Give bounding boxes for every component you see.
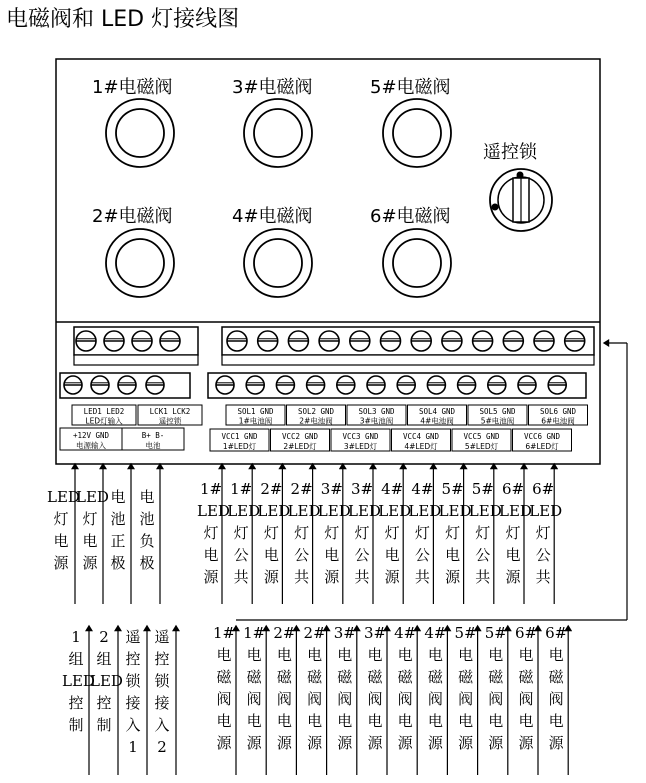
label-char: 电: [110, 488, 126, 506]
svg-text:4#电池阀: 4#电池阀: [420, 416, 454, 426]
label-char: 6#: [532, 480, 555, 498]
label-char: 磁: [518, 668, 534, 686]
vcc-label-1: [210, 429, 269, 451]
wire-label-bottom-3: [119, 626, 147, 758]
wire-label-mid-1: [47, 486, 80, 574]
label-char: 锁: [154, 672, 170, 690]
label-char: 公: [475, 546, 491, 564]
svg-text:电池: 电池: [145, 441, 161, 451]
svg-text:VCC1 GND: VCC1 GND: [221, 431, 258, 441]
label-char: 极: [139, 554, 155, 572]
label-char: 电: [384, 546, 400, 564]
label-char: 入: [154, 716, 170, 734]
screw-bottom-right-5: [337, 376, 355, 394]
label-char: 灯: [233, 524, 249, 542]
svg-text:+12V GND: +12V GND: [72, 430, 110, 440]
label-char: 灯: [82, 510, 98, 528]
screw-top-left-4: [160, 331, 180, 351]
wire-label-mid-14: [468, 478, 502, 588]
wire-label-bottom-4: [148, 626, 176, 758]
label-char: 共: [354, 568, 370, 586]
svg-text:SOL1 GND: SOL1 GND: [237, 407, 274, 416]
label-char: 5#: [471, 480, 494, 498]
label-char: 源: [82, 554, 98, 572]
label-char: 灯: [263, 524, 279, 542]
label-char: 源: [324, 568, 340, 586]
label-char: 电: [139, 488, 155, 506]
wire-label-mid-2: [76, 486, 109, 574]
battery-label: [122, 428, 184, 450]
label-char: 电: [427, 646, 443, 664]
label-char: 阀: [276, 690, 292, 708]
label-char: 共: [414, 568, 430, 586]
label-char: 电: [427, 712, 443, 730]
svg-text:VCC3 GND: VCC3 GND: [342, 431, 379, 441]
svg-text:SOL3 GND: SOL3 GND: [358, 407, 395, 416]
screw-bottom-left-2: [91, 376, 109, 394]
label-char: LED: [76, 488, 109, 506]
label-char: 源: [548, 734, 564, 752]
label-char: LED: [90, 672, 123, 690]
screw-top-right-11: [534, 331, 554, 351]
svg-text:6#电池阀: 6#电池阀: [541, 416, 575, 426]
svg-text:LED1 LED2: LED1 LED2: [83, 407, 125, 416]
screw-bottom-right-3: [276, 376, 294, 394]
svg-text:VCC4 GND: VCC4 GND: [402, 431, 440, 441]
screw-bottom-right-12: [548, 376, 566, 394]
label-char: 公: [535, 546, 551, 564]
wire-label-mid-13: [438, 478, 472, 588]
label-char: 阀: [518, 690, 534, 708]
sol-label-1: [226, 405, 285, 425]
svg-text:2#LED灯: 2#LED灯: [283, 442, 317, 452]
svg-text:5#电池阀: 5#电池阀: [480, 416, 515, 426]
label-char: 电: [246, 646, 262, 664]
label-char: 源: [203, 568, 219, 586]
label-char: 源: [427, 734, 443, 752]
label-char: LED: [62, 672, 95, 690]
label-char: 灯: [535, 524, 551, 542]
svg-text:SOL6 GND: SOL6 GND: [539, 407, 577, 416]
label-char: 共: [535, 568, 551, 586]
label-char: 源: [276, 734, 292, 752]
wire-label-mid-8: [287, 478, 321, 588]
svg-text:SOL2 GND: SOL2 GND: [297, 407, 335, 416]
vcc-label-5: [452, 429, 511, 451]
sol-label-3: [347, 405, 406, 425]
valve-1-label: 1#电磁阀: [92, 77, 173, 98]
screw-top-right-10: [503, 331, 523, 351]
led-input-label: [72, 405, 136, 425]
label-char: 电: [82, 532, 98, 550]
label-char: 接: [154, 694, 170, 712]
label-char: LED: [438, 502, 472, 520]
label-char: 灯: [324, 524, 340, 542]
wire-label-bottom-14: [482, 622, 510, 754]
svg-text:遥控锁: 遥控锁: [158, 416, 182, 426]
wire-label-bottom-16: [542, 622, 570, 754]
label-char: 灯: [384, 524, 400, 542]
label-char: 阀: [458, 690, 474, 708]
label-char: 磁: [488, 668, 504, 686]
svg-text:SOL4 GND: SOL4 GND: [418, 407, 456, 416]
label-char: 磁: [427, 668, 443, 686]
wire-label-mid-16: [529, 478, 563, 588]
label-char: 灯: [294, 524, 310, 542]
wire-label-mid-15: [499, 478, 532, 588]
label-char: 控: [154, 650, 170, 668]
label-char: 极: [110, 554, 126, 572]
wire-label-mid-3: [104, 486, 132, 574]
label-char: 3#: [333, 624, 356, 642]
wire-label-bottom-9: [331, 622, 359, 754]
screw-bottom-left-4: [146, 376, 164, 394]
svg-text:5#LED灯: 5#LED灯: [464, 442, 499, 452]
screw-top-right-5: [350, 331, 370, 351]
screw-top-left-1: [76, 331, 96, 351]
label-char: LED: [197, 502, 230, 520]
screw-top-right-7: [411, 331, 431, 351]
label-char: 锁: [125, 672, 141, 690]
screw-bottom-right-2: [246, 376, 264, 394]
label-char: 阀: [307, 690, 323, 708]
label-char: LED: [468, 502, 502, 520]
label-char: 阀: [488, 690, 504, 708]
label-char: 遥: [125, 628, 141, 646]
screw-bottom-right-4: [307, 376, 325, 394]
screw-top-right-4: [319, 331, 339, 351]
label-char: 4#: [381, 480, 404, 498]
label-char: 阀: [397, 690, 413, 708]
label-char: 池: [139, 510, 155, 528]
svg-text:6#LED灯: 6#LED灯: [525, 442, 559, 452]
wire-label-bottom-5: [210, 622, 238, 754]
label-char: 池: [110, 510, 126, 528]
screw-bottom-right-11: [518, 376, 536, 394]
label-char: 公: [294, 546, 310, 564]
screw-bottom-right-6: [367, 376, 385, 394]
label-char: 6#: [514, 624, 538, 642]
label-char: 入: [125, 716, 141, 734]
label-char: 源: [53, 554, 69, 572]
wire-label-mid-4: [133, 486, 161, 574]
wire-label-bottom-11: [391, 622, 419, 754]
label-char: 源: [505, 568, 521, 586]
wire-label-mid-6: [227, 478, 261, 588]
label-char: 电: [276, 646, 292, 664]
label-char: 3#: [350, 480, 374, 498]
label-char: 阀: [367, 690, 383, 708]
label-char: 源: [246, 734, 262, 752]
label-char: 共: [294, 568, 310, 586]
label-char: 源: [307, 734, 323, 752]
svg-text:1#电池阀: 1#电池阀: [238, 416, 273, 426]
label-char: 源: [518, 734, 534, 752]
valve-2-label: 2#电磁阀: [92, 206, 173, 227]
wire-label-mid-11: [378, 478, 412, 588]
wire-label-bottom-8: [301, 622, 329, 754]
device-enclosure: [56, 59, 600, 464]
label-char: 1: [128, 738, 138, 756]
label-char: 电: [397, 646, 413, 664]
label-char: 源: [488, 734, 504, 752]
label-char: 源: [445, 568, 461, 586]
label-char: LED: [348, 502, 381, 520]
wire-label-bottom-12: [421, 622, 449, 754]
label-char: 控: [68, 694, 84, 712]
label-char: 灯: [203, 524, 219, 542]
label-char: 电: [458, 712, 474, 730]
svg-text:3#LED灯: 3#LED灯: [343, 442, 378, 452]
label-char: 5#: [441, 480, 464, 498]
label-char: 阀: [337, 690, 353, 708]
label-char: LED: [227, 502, 261, 520]
svg-text:SOL5 GND: SOL5 GND: [479, 407, 516, 416]
label-char: 电: [53, 532, 69, 550]
label-char: 4#: [394, 624, 417, 642]
screw-top-right-6: [381, 331, 401, 351]
label-char: 1#: [230, 480, 253, 498]
label-char: 接: [125, 694, 141, 712]
label-char: 源: [216, 734, 232, 752]
label-char: 电: [337, 646, 353, 664]
label-char: 磁: [276, 668, 292, 686]
label-char: 灯: [505, 524, 521, 542]
label-char: 负: [139, 532, 155, 550]
screw-top-right-12: [565, 331, 585, 351]
label-char: 磁: [337, 668, 353, 686]
label-char: 电: [307, 712, 323, 730]
label-char: 源: [384, 568, 400, 586]
label-char: 1: [71, 628, 81, 646]
sol-label-4: [408, 405, 467, 425]
label-char: 正: [110, 532, 126, 550]
wire-label-mid-9: [317, 478, 351, 588]
screw-bottom-right-10: [488, 376, 506, 394]
wire-label-mid-12: [408, 478, 442, 588]
label-char: 2#: [260, 480, 283, 498]
label-char: 遥: [154, 628, 170, 646]
screw-top-right-1: [227, 331, 247, 351]
label-char: 源: [367, 734, 383, 752]
wire-label-mid-10: [348, 478, 381, 588]
label-char: 电: [518, 712, 534, 730]
wire-label-mid-5: [197, 478, 230, 588]
wire-label-bottom-2: [90, 626, 123, 736]
label-char: 电: [203, 546, 219, 564]
label-char: 灯: [414, 524, 430, 542]
label-char: 2: [99, 628, 109, 646]
power-input-label: [60, 428, 122, 450]
svg-text:LCK1 LCK2: LCK1 LCK2: [149, 407, 191, 416]
label-char: 1#: [199, 480, 223, 498]
valve-5-label: 5#电磁阀: [370, 77, 451, 98]
label-char: 6#: [545, 624, 568, 642]
screw-bottom-right-9: [458, 376, 476, 394]
label-char: 电: [548, 712, 564, 730]
label-char: 电: [458, 646, 474, 664]
remote-lock-label: 遥控锁: [483, 142, 537, 163]
vcc-label-2: [271, 429, 330, 451]
svg-text:B+ B-: B+ B-: [141, 430, 165, 440]
label-char: 磁: [216, 668, 232, 686]
label-char: 电: [324, 546, 340, 564]
label-char: 灯: [445, 524, 461, 542]
screw-bottom-right-7: [397, 376, 415, 394]
label-char: 源: [458, 734, 474, 752]
screw-bottom-left-3: [118, 376, 136, 394]
label-char: 阀: [216, 690, 232, 708]
screw-top-left-2: [104, 331, 124, 351]
screw-top-right-2: [258, 331, 278, 351]
label-char: 磁: [397, 668, 413, 686]
label-char: 电: [367, 712, 383, 730]
svg-text:1#LED灯: 1#LED灯: [222, 442, 257, 452]
svg-text:LED灯输入: LED灯输入: [85, 416, 123, 426]
svg-text:4#LED灯: 4#LED灯: [404, 442, 438, 452]
label-char: 4#: [411, 480, 434, 498]
label-char: 电: [518, 646, 534, 664]
sol-label-2: [287, 405, 346, 425]
screw-top-right-8: [442, 331, 462, 351]
label-char: 电: [445, 546, 461, 564]
wire-label-bottom-7: [270, 622, 298, 754]
screw-bottom-right-1: [216, 376, 234, 394]
wire-label-bottom-15: [512, 622, 540, 754]
wire-label-mid-7: [257, 478, 291, 588]
label-char: LED: [499, 502, 532, 520]
label-char: 1#: [212, 624, 236, 642]
svg-text:VCC6 GND: VCC6 GND: [523, 431, 561, 441]
svg-text:VCC2 GND: VCC2 GND: [281, 431, 319, 441]
screw-top-right-3: [288, 331, 308, 351]
label-char: 电: [505, 546, 521, 564]
label-char: LED: [257, 502, 291, 520]
screw-bottom-left-1: [64, 376, 82, 394]
label-char: 电: [367, 646, 383, 664]
label-char: LED: [47, 488, 80, 506]
label-char: 组: [96, 650, 112, 668]
label-char: 电: [216, 712, 232, 730]
label-char: 电: [337, 712, 353, 730]
label-char: 6#: [501, 480, 525, 498]
label-char: 电: [263, 546, 279, 564]
label-char: 公: [414, 546, 430, 564]
label-char: 共: [233, 568, 249, 586]
label-char: 控: [96, 694, 112, 712]
label-char: 源: [397, 734, 413, 752]
label-char: 阀: [427, 690, 443, 708]
wire-label-bottom-6: [240, 622, 268, 754]
sol-label-5: [468, 405, 527, 425]
terminal-block-top-left-base: [74, 355, 198, 365]
label-char: 源: [337, 734, 353, 752]
label-char: 2#: [290, 480, 313, 498]
screw-top-left-3: [132, 331, 152, 351]
label-char: 磁: [246, 668, 262, 686]
label-char: 电: [397, 712, 413, 730]
label-char: 2#: [303, 624, 326, 642]
label-char: 灯: [53, 510, 69, 528]
svg-text:VCC5 GND: VCC5 GND: [463, 431, 500, 441]
label-char: 5#: [484, 624, 507, 642]
label-char: 4#: [424, 624, 447, 642]
label-char: 公: [354, 546, 370, 564]
label-char: 磁: [548, 668, 564, 686]
label-char: 电: [246, 712, 262, 730]
label-char: LED: [378, 502, 412, 520]
label-char: 组: [68, 650, 84, 668]
label-char: 控: [125, 650, 141, 668]
wire-label-bottom-1: [62, 626, 95, 736]
label-char: 电: [548, 646, 564, 664]
label-char: LED: [529, 502, 563, 520]
valve-3-label: 3#电磁阀: [232, 77, 313, 98]
screw-top-right-9: [473, 331, 493, 351]
label-char: 公: [233, 546, 249, 564]
sol-label-6: [529, 405, 588, 425]
label-char: LED: [408, 502, 442, 520]
label-char: 制: [68, 716, 84, 734]
terminal-block-top-right-base: [222, 355, 594, 365]
vcc-label-6: [513, 429, 572, 451]
vcc-label-3: [331, 429, 390, 451]
label-char: 磁: [367, 668, 383, 686]
label-char: 灯: [354, 524, 370, 542]
label-char: 电: [488, 712, 504, 730]
label-char: 阀: [246, 690, 262, 708]
label-char: 电: [276, 712, 292, 730]
label-char: 制: [96, 716, 112, 734]
label-char: 共: [475, 568, 491, 586]
label-char: 电: [216, 646, 232, 664]
label-char: LED: [287, 502, 321, 520]
label-char: 磁: [458, 668, 474, 686]
svg-text:3#电池阀: 3#电池阀: [359, 416, 394, 426]
page-title: 电磁阀和 LED 灯接线图: [6, 7, 240, 32]
wire-label-bottom-13: [452, 622, 480, 754]
vcc-label-4: [392, 429, 451, 451]
label-char: 阀: [548, 690, 564, 708]
screw-bottom-right-8: [427, 376, 445, 394]
svg-text:2#电池阀: 2#电池阀: [299, 416, 333, 426]
label-char: 电: [307, 646, 323, 664]
label-char: 1#: [243, 624, 266, 642]
label-char: 2: [157, 738, 167, 756]
label-char: 5#: [454, 624, 477, 642]
label-char: 3#: [363, 624, 387, 642]
label-char: 2#: [273, 624, 296, 642]
svg-text:电源输入: 电源输入: [76, 441, 106, 451]
lock-input-label: [138, 405, 202, 425]
label-char: 磁: [307, 668, 323, 686]
label-char: 电: [488, 646, 504, 664]
wire-label-bottom-10: [361, 622, 389, 754]
label-char: 灯: [475, 524, 491, 542]
label-char: 3#: [320, 480, 343, 498]
label-char: LED: [317, 502, 351, 520]
valve-6-label: 6#电磁阀: [370, 206, 451, 227]
label-char: 源: [263, 568, 279, 586]
valve-4-label: 4#电磁阀: [232, 206, 313, 227]
